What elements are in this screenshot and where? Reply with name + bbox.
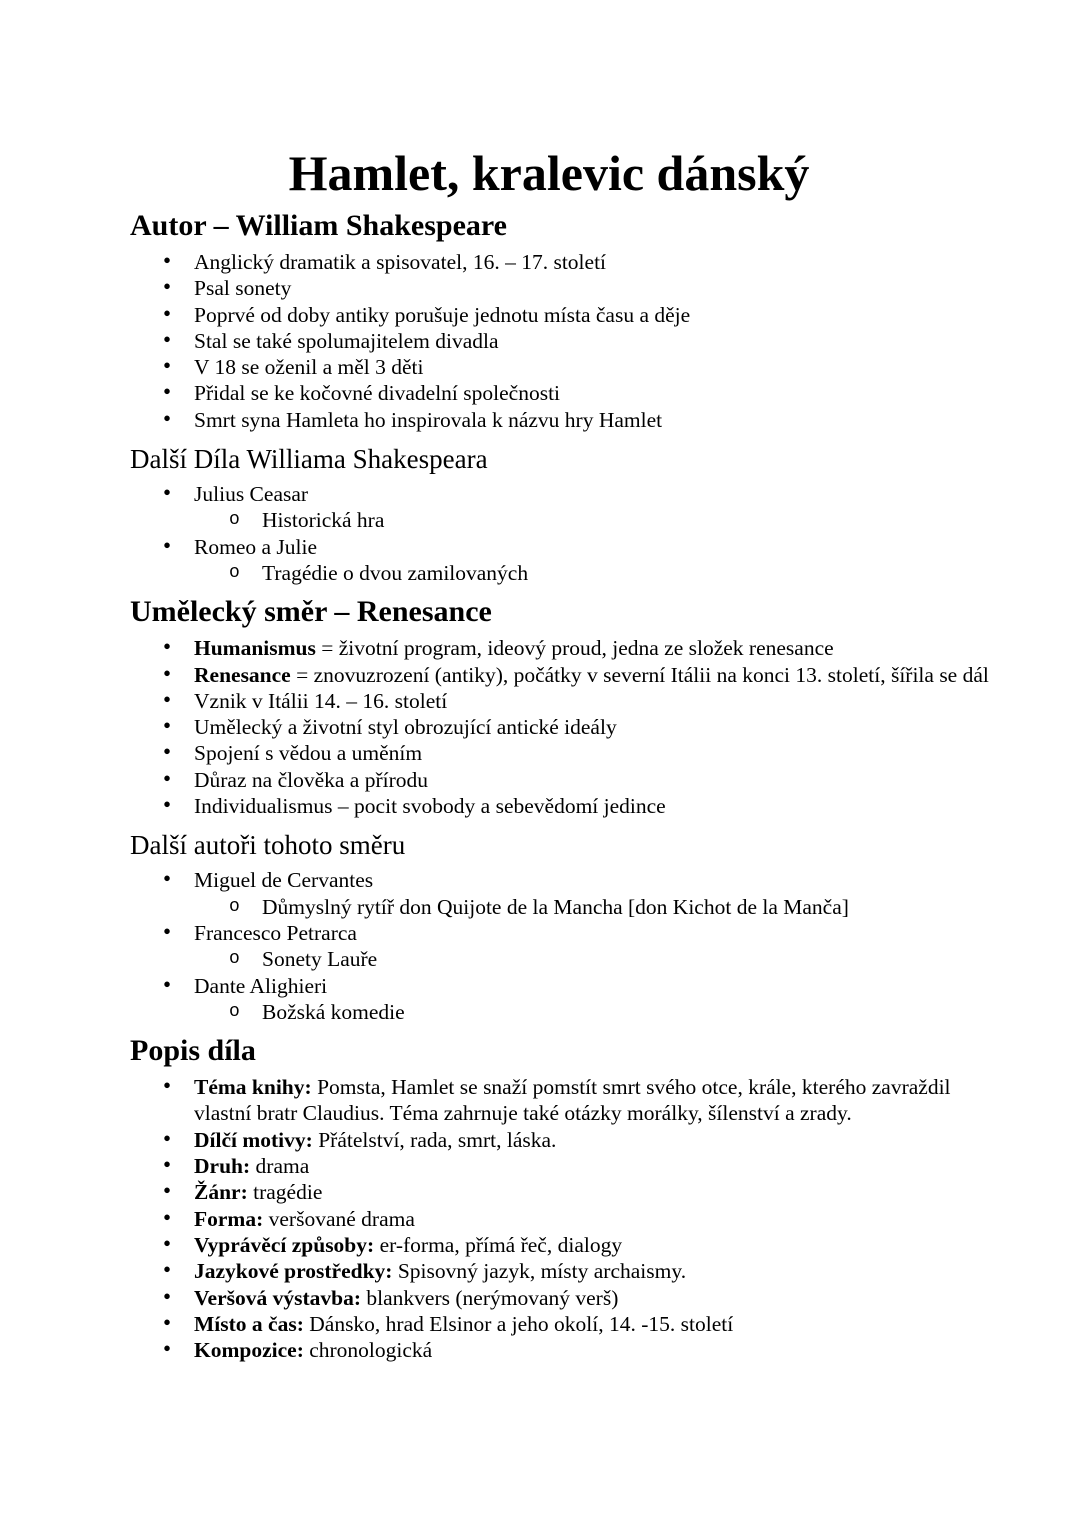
section-1: [130, 444, 968, 586]
list-item: [194, 481, 968, 534]
list-item-text: Přidal se ke kočovné divadelní společnosti: [194, 381, 561, 406]
list-item: [194, 1206, 968, 1232]
document-sections: [130, 209, 989, 1363]
list-item-text: Anglický dramatik a spisovatel, 16. – 17. století: [194, 250, 607, 274]
list-item: [194, 534, 968, 587]
list-item-text: Dánsko, hrad Elsinor a jeho okolí, 14. -15. století: [303, 1311, 734, 1336]
list-item-bold-label: Humanismus: [194, 636, 316, 661]
list-item-text: Spisovný jazyk, místy archaismy.: [392, 1259, 687, 1284]
sub-bullet-list: [194, 999, 968, 1025]
list-item-text: Pomsta, Hamlet se snaží pomstít smrt svého otce, krále, kterého zavraždil: [311, 1075, 951, 1100]
section-3: [130, 830, 968, 1025]
list-item-bold-label: Dílčí motivy:: [194, 1127, 313, 1152]
list-item-bold-label: Veršová výstavba:: [194, 1285, 362, 1310]
sub-list-item: o Tragédie o dvou zamilovaných: [262, 560, 968, 586]
sub-bullet-list: [194, 894, 968, 920]
list-item-text: chronologická: [303, 1338, 433, 1363]
bullet-list: [130, 1074, 968, 1363]
sub-bullet-list: [194, 507, 968, 533]
list-item-bold-label: Renesance: [194, 662, 291, 687]
list-item: [194, 688, 968, 714]
list-item: [194, 767, 968, 793]
list-item: [194, 380, 968, 406]
section-0: [130, 209, 968, 433]
list-item-text: Umělecký a životní styl obrozující antické ideály: [194, 715, 617, 740]
list-item: [194, 1232, 968, 1258]
sub-bullet-list: [194, 946, 968, 972]
list-item: [194, 867, 968, 920]
list-item: [194, 973, 968, 1026]
list-item-bold-label: Druh:: [194, 1154, 251, 1179]
list-item: [194, 1179, 968, 1205]
list-item-text: V 18 se oženil a měl 3 děti: [194, 355, 424, 380]
list-item-text: Smrt syna Hamleta ho inspirovala k názvu hry Hamlet: [194, 407, 663, 432]
list-item: [194, 920, 968, 973]
list-item-text: Individualismus – pocit svobody a sebevědomí jedince: [194, 794, 666, 819]
list-item-text: Julius Ceasar: [194, 482, 309, 507]
list-item-bold-label: Místo a čas:: [194, 1311, 304, 1336]
section-heading: Popis díla: [130, 1034, 256, 1068]
list-item-text: blankvers (nerýmovaný verš): [361, 1285, 619, 1310]
list-item: [194, 249, 968, 275]
sub-list-item: o Sonety Lauře: [262, 946, 968, 972]
section-heading: Umělecký směr – Renesance: [130, 595, 492, 629]
document-title: Hamlet, kralevic dánský: [288, 145, 810, 201]
list-item: [194, 1285, 968, 1311]
sub-list-item: o Důmyslný rytíř don Quijote de la Mancha [don Kichot de la Manča]: [262, 894, 968, 920]
list-item: [194, 407, 968, 433]
sub-list-item: o Božská komedie: [262, 999, 968, 1025]
list-item-text: er-forma, přímá řeč, dialogy: [374, 1232, 623, 1257]
list-item-text: vlastní bratr Claudius. Téma zahrnuje také otázky morálky, šílenství a zrady.: [194, 1101, 852, 1126]
bullet-list: [130, 635, 989, 819]
section-2: [130, 595, 989, 819]
list-item: [194, 635, 968, 661]
bullet-list: [130, 867, 968, 1025]
list-item: [194, 1074, 968, 1127]
list-item-bold-label: Kompozice:: [194, 1338, 304, 1363]
list-item-text: Miguel de Cervantes: [194, 868, 374, 893]
list-item-text: veršované drama: [263, 1206, 415, 1231]
list-item: [194, 740, 968, 766]
list-item: [194, 1127, 968, 1153]
list-item: [194, 793, 968, 819]
list-item: [194, 328, 968, 354]
bullet-list: [130, 249, 968, 433]
list-item-text: drama: [250, 1154, 310, 1179]
list-item-text: Poprvé od doby antiky porušuje jednotu místa času a děje: [194, 302, 691, 327]
list-item-text: Spojení s vědou a uměním: [194, 741, 423, 766]
list-item-text: Vznik v Itálii 14. – 16. století: [194, 688, 448, 713]
list-item: [194, 1311, 968, 1337]
list-item-bold-label: Forma:: [194, 1206, 264, 1231]
list-item-text: = znovuzrození (antiky), počátky v severní Itálii na konci 13. století, šířila se dál: [290, 662, 989, 687]
list-item: [194, 302, 968, 328]
list-item-text: tragédie: [247, 1180, 323, 1205]
list-item-text: Psal sonety: [194, 276, 292, 301]
list-item-bold-label: Téma knihy:: [194, 1075, 312, 1100]
list-item: [194, 662, 989, 688]
list-item-text: Francesco Petrarca: [194, 920, 357, 945]
list-item-bold-label: Vyprávěcí způsoby:: [194, 1232, 375, 1257]
list-item-text: Stal se také spolumajitelem divadla: [194, 328, 499, 353]
section-heading: Další autoři tohoto směru: [130, 830, 406, 861]
sub-bullet-list: [194, 560, 968, 586]
list-item: [194, 714, 968, 740]
list-item-text: Důraz na člověka a přírodu: [194, 767, 429, 792]
section-heading: Další Díla Williama Shakespeara: [130, 444, 488, 475]
section-4: [130, 1034, 968, 1363]
list-item: [194, 1337, 968, 1363]
list-item: [194, 354, 968, 380]
list-item-bold-label: Žánr:: [194, 1180, 248, 1205]
bullet-list: [130, 481, 968, 586]
list-item-text: Romeo a Julie: [194, 534, 318, 559]
list-item-text: = životní program, ideový proud, jedna ze složek renesance: [315, 636, 834, 661]
sub-list-item: o Historická hra: [262, 507, 968, 533]
list-item: [194, 1153, 968, 1179]
list-item-text: Přátelství, rada, smrt, láska.: [312, 1127, 557, 1152]
section-heading: Autor – William Shakespeare: [130, 209, 507, 242]
list-item-text: Dante Alighieri: [194, 973, 328, 998]
list-item: [194, 275, 968, 301]
list-item-bold-label: Jazykové prostředky:: [194, 1259, 393, 1284]
list-item: [194, 1258, 968, 1284]
